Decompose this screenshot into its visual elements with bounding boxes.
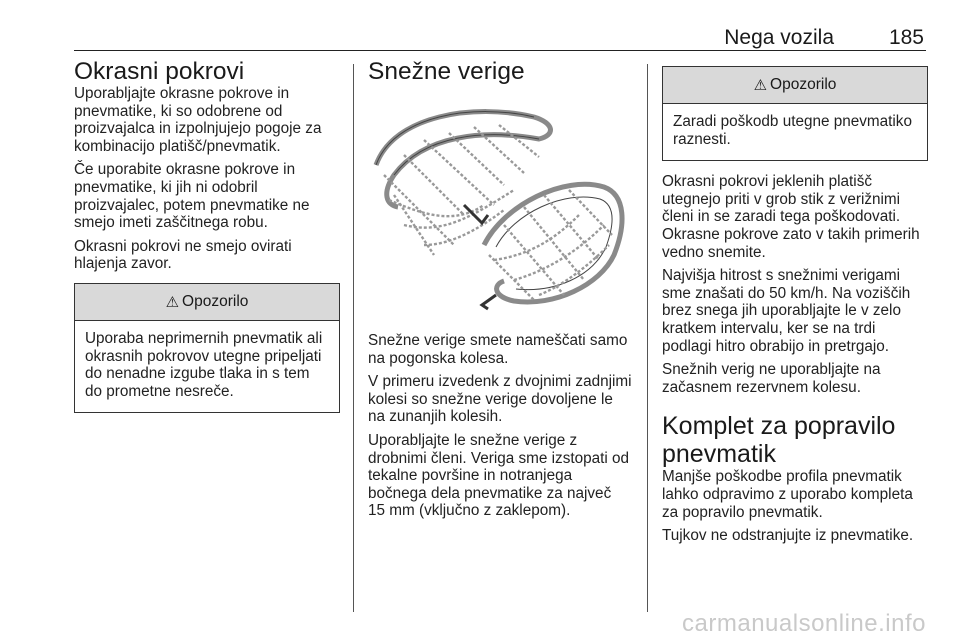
warning-label: Opozorilo [182,292,249,310]
paragraph: Tujkov ne odstranjujte iz pnevmatike. [662,527,914,545]
section-heading-komplet-za-popravilo: Komplet za popravilo pnevmatik [662,412,896,469]
paragraph: Okrasni pokrovi jeklenih platišč utegnejo priti v grob stik z verižnimi členi in se zaradi tega poškodovati. Okrasne pokrove zato v takih primerih vedno snemite. [662,173,920,261]
snow-chains-illustration [364,95,628,313]
page-number: 185 [888,26,924,49]
column-3 [662,66,928,551]
warning-triangle-icon: ⚠ [165,293,180,311]
warning-body [75,321,339,412]
warning-box [74,283,340,413]
warning-label: Opozorilo [770,76,837,93]
warning-body [663,104,927,160]
paragraph: Uporabljajte le snežne verige z drobnimi členi. Veriga sme izstopati od tekalne površine in notranjega bočnega dela pnevmatike za največ 15 mm (vključno z zaklepom). [368,431,630,520]
paragraph: Okrasni pokrovi ne smejo ovirati hlajenja zavor. [74,237,292,273]
section-heading-snezne-verige: Snežne verige [368,58,525,85]
warning-box [662,66,928,161]
warning-text: Zaradi poškodb utegne pnevmatiko raznesti. [673,113,912,148]
page-header [74,18,926,51]
paragraph: Snežne verige smete nameščati samo na pogonska kolesa. [368,332,628,367]
column-divider-left [353,64,354,612]
watermark: carmanualsonline.info [682,610,926,637]
warning-text: Uporaba neprimernih pnevmatik ali okrasnih pokrovov utegne pripeljati do nenadne izgube tlaka in s tem do prometne nesreče. [85,329,323,400]
chapter-title: Nega vozila [724,26,834,49]
paragraph: V primeru izvedenk z dvojnimi zadnjimi kolesi so snežne verige dovoljene le na zunanjih kolesih. [368,373,632,426]
paragraph: Če uporabite okrasne pokrove in pnevmatike, ki jih ni odobril proizvajalec, potem pnevmatike ne smejo imeti zaščitnega robu. [74,161,310,232]
section-heading-okrasni-pokrovi: Okrasni pokrovi [74,58,245,85]
warning-triangle-icon: ⚠ [753,77,768,94]
paragraph: Manjše poškodbe profila pnevmatik lahko odpravimo z uporabo kompleta za popravilo pnevmatik. [662,468,913,521]
paragraph: Snežnih verig ne uporabljajte na začasnem rezervnem kolesu. [662,361,881,396]
warning-header [75,284,339,321]
column-divider-right [647,64,648,612]
column-1 [74,58,340,423]
paragraph: Uporabljajte okrasne pokrove in pnevmatike, ki so odobrene od proizvajalca in izpolnjujejo pogoje za kombinacijo platišč/pnevmatik. [74,85,322,155]
column-2 [368,58,632,526]
paragraph: Najvišja hitrost s snežnimi verigami sme znašati do 50 km/h. Na voziščih brez snega jih uporabljajte le v zelo kratkem intervalu, ker se na trdi podlagi hitro obrabijo in pretrgajo. [662,267,911,355]
warning-header [663,67,927,104]
